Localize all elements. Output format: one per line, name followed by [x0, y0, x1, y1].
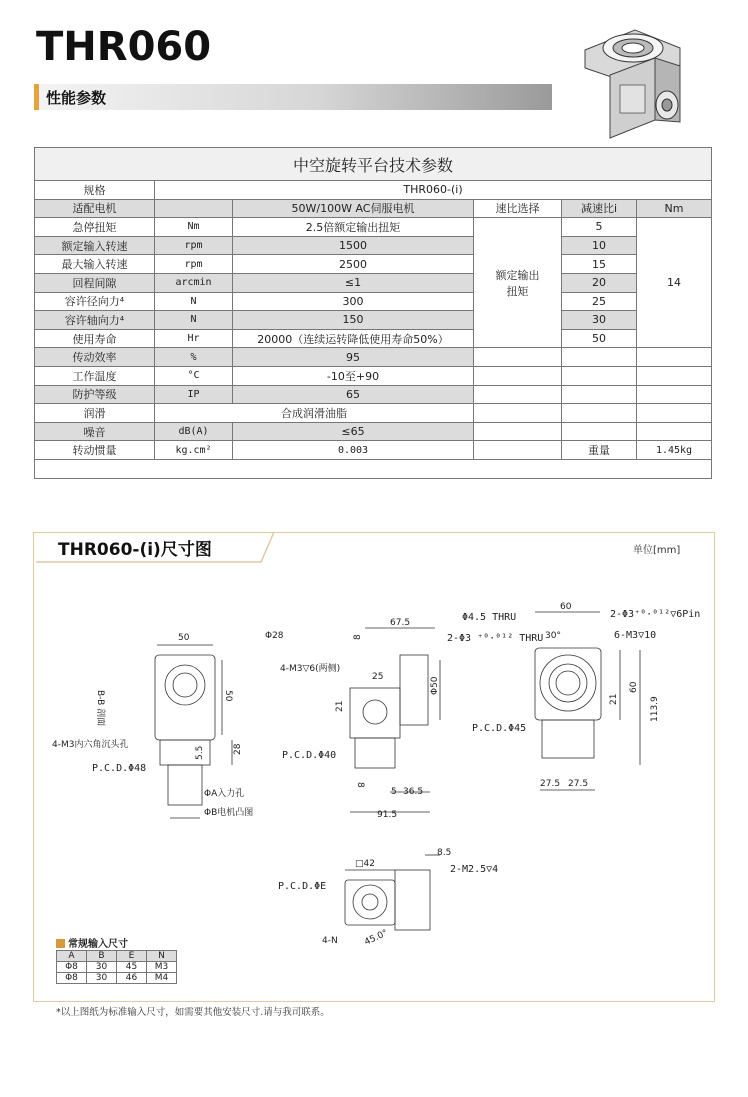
dim-label: 5: [391, 787, 397, 797]
weight-value: 1.45kg: [637, 441, 712, 460]
dim-label: 2-M2.5▽4: [450, 864, 499, 875]
model-label: 规格: [35, 181, 155, 200]
row-unit: N: [155, 292, 233, 311]
dim-label: 21: [335, 700, 345, 712]
dim-label: ΦA入力孔: [204, 789, 245, 799]
input-size-table: [56, 950, 177, 984]
input-cell: Φ8: [57, 962, 87, 973]
ratio-header: 速比选择: [474, 199, 562, 218]
row-name: 润滑: [35, 404, 155, 423]
row-unit: rpm: [155, 255, 233, 274]
row-ratio: 25: [562, 292, 637, 311]
row-unit: °C: [155, 366, 233, 385]
row-name: 传动效率: [35, 348, 155, 367]
row-unit: IP: [155, 385, 233, 404]
dim-label: Φ4.5 THRU: [462, 612, 517, 623]
row-value: 合成润滑油脂: [155, 404, 474, 423]
dim-label: 27.5: [568, 779, 589, 789]
row-name: 急停扭矩: [35, 218, 155, 237]
dim-label: 4-M3内六角沉头孔: [52, 740, 129, 750]
row-name: 容许径向力⁴: [35, 292, 155, 311]
dim-label: 2-Φ3⁺⁰·⁰¹²▽6Pin: [610, 609, 701, 620]
dimension-title: THR060-(i)尺寸图: [58, 540, 212, 560]
motor-label: 适配电机: [35, 199, 155, 218]
nm-header: Nm: [637, 199, 712, 218]
row-ratio: 50: [562, 329, 637, 348]
page-title: THR060: [36, 24, 212, 70]
row-ratio: 20: [562, 273, 637, 292]
dim-label: 8: [355, 782, 365, 788]
rated-torque-label: 额定输出 扭矩: [474, 218, 562, 348]
motor-value: 50W/100W AC伺服电机: [233, 199, 474, 218]
row-value: 65: [233, 385, 474, 404]
dim-label: 8: [353, 634, 363, 640]
row-unit: dB(A): [155, 422, 233, 441]
row-unit: rpm: [155, 236, 233, 255]
dim-label: 8.5: [437, 848, 452, 858]
row-name: 转动惯量: [35, 441, 155, 460]
input-header: E: [117, 951, 147, 962]
reduction-header: 减速比i: [562, 199, 637, 218]
row-value: -10至+90: [233, 366, 474, 385]
input-cell: 30: [87, 973, 117, 984]
row-value: 2500: [233, 255, 474, 274]
dim-label: 36.5: [403, 787, 424, 797]
row-value: 0.003: [233, 441, 474, 460]
dim-label: ΦB电机凸图: [204, 808, 254, 818]
input-cell: 46: [117, 973, 147, 984]
dim-label: 45.0°: [363, 928, 390, 948]
legend-label: 常规输入尺寸: [68, 939, 128, 950]
dim-label: P.C.D.Φ40: [282, 750, 337, 761]
row-value: ≤1: [233, 273, 474, 292]
dim-label: 2-Φ3 ⁺⁰·⁰¹² THRU: [447, 633, 544, 644]
table-row: [57, 973, 177, 984]
input-cell: 30: [87, 962, 117, 973]
section-label: 性能参数: [46, 89, 107, 107]
dim-label: 60: [560, 602, 572, 612]
footnote: *以上图纸为标准输入尺寸，如需要其他安装尺寸.请与我司联系。: [56, 1007, 330, 1018]
dim-label: 60: [629, 681, 639, 693]
row-ratio: 10: [562, 236, 637, 255]
dim-label: Φ28: [265, 631, 284, 641]
input-header: A: [57, 951, 87, 962]
spec-table-caption: 中空旋转平台技术参数: [35, 148, 712, 181]
row-unit: arcmin: [155, 273, 233, 292]
row-name: 防护等级: [35, 385, 155, 404]
row-name: 使用寿命: [35, 329, 155, 348]
input-header: N: [147, 951, 177, 962]
dim-label: 25: [372, 672, 384, 682]
dim-label: □42: [355, 859, 375, 869]
row-name: 额定输入转速: [35, 236, 155, 255]
row-unit: %: [155, 348, 233, 367]
dim-label: B-B 剖面: [95, 690, 105, 727]
row-name: 回程间隙: [35, 273, 155, 292]
row-value: 1500: [233, 236, 474, 255]
dim-label: P.C.D.Φ48: [92, 763, 147, 774]
row-unit: N: [155, 311, 233, 330]
row-name: 最大输入转速: [35, 255, 155, 274]
dim-label: Φ50: [430, 676, 440, 695]
dim-label: P.C.D.ΦE: [278, 881, 327, 892]
dim-label: 28: [233, 743, 243, 755]
dim-label: 21: [609, 693, 619, 705]
row-value: 2.5倍额定输出扭矩: [233, 218, 474, 237]
input-table-legend: [56, 935, 128, 950]
input-header: B: [87, 951, 117, 962]
dim-label: 4-N: [322, 936, 338, 946]
legend-swatch: [56, 939, 65, 948]
model-value: THR060-(i): [155, 181, 712, 200]
input-cell: Φ8: [57, 973, 87, 984]
dim-label: 91.5: [377, 810, 398, 820]
input-cell: M3: [147, 962, 177, 973]
row-value: 95: [233, 348, 474, 367]
dim-label: 50: [178, 633, 190, 643]
row-unit: kg.cm²: [155, 441, 233, 460]
dim-label: P.C.D.Φ45: [472, 723, 527, 734]
row-unit: Nm: [155, 218, 233, 237]
table-row: [57, 962, 177, 973]
dim-label: 30°: [545, 631, 561, 641]
dim-label: 67.5: [390, 618, 411, 628]
dim-label: 27.5: [540, 779, 561, 789]
input-cell: 45: [117, 962, 147, 973]
unit-label: 单位[mm]: [633, 545, 681, 556]
weight-label: 重量: [562, 441, 637, 460]
dim-label: 50: [223, 690, 233, 702]
row-ratio: 15: [562, 255, 637, 274]
dim-label: 5.5: [195, 745, 205, 760]
row-name: 噪音: [35, 422, 155, 441]
row-value: ≤65: [233, 422, 474, 441]
row-value: 150: [233, 311, 474, 330]
row-name: 容许轴向力⁴: [35, 311, 155, 330]
row-ratio: 5: [562, 218, 637, 237]
rated-torque-value: 14: [637, 218, 712, 348]
row-unit: Hr: [155, 329, 233, 348]
dim-label: 4-M3▽6(两侧): [280, 664, 341, 674]
row-ratio: 30: [562, 311, 637, 330]
row-value: 20000（连续运转降低使用寿命50%）: [233, 329, 474, 348]
input-cell: M4: [147, 973, 177, 984]
dim-label: 6-M3▽10: [614, 630, 657, 641]
row-name: 工作温度: [35, 366, 155, 385]
row-value: 300: [233, 292, 474, 311]
dim-label: 113.9: [650, 696, 660, 722]
